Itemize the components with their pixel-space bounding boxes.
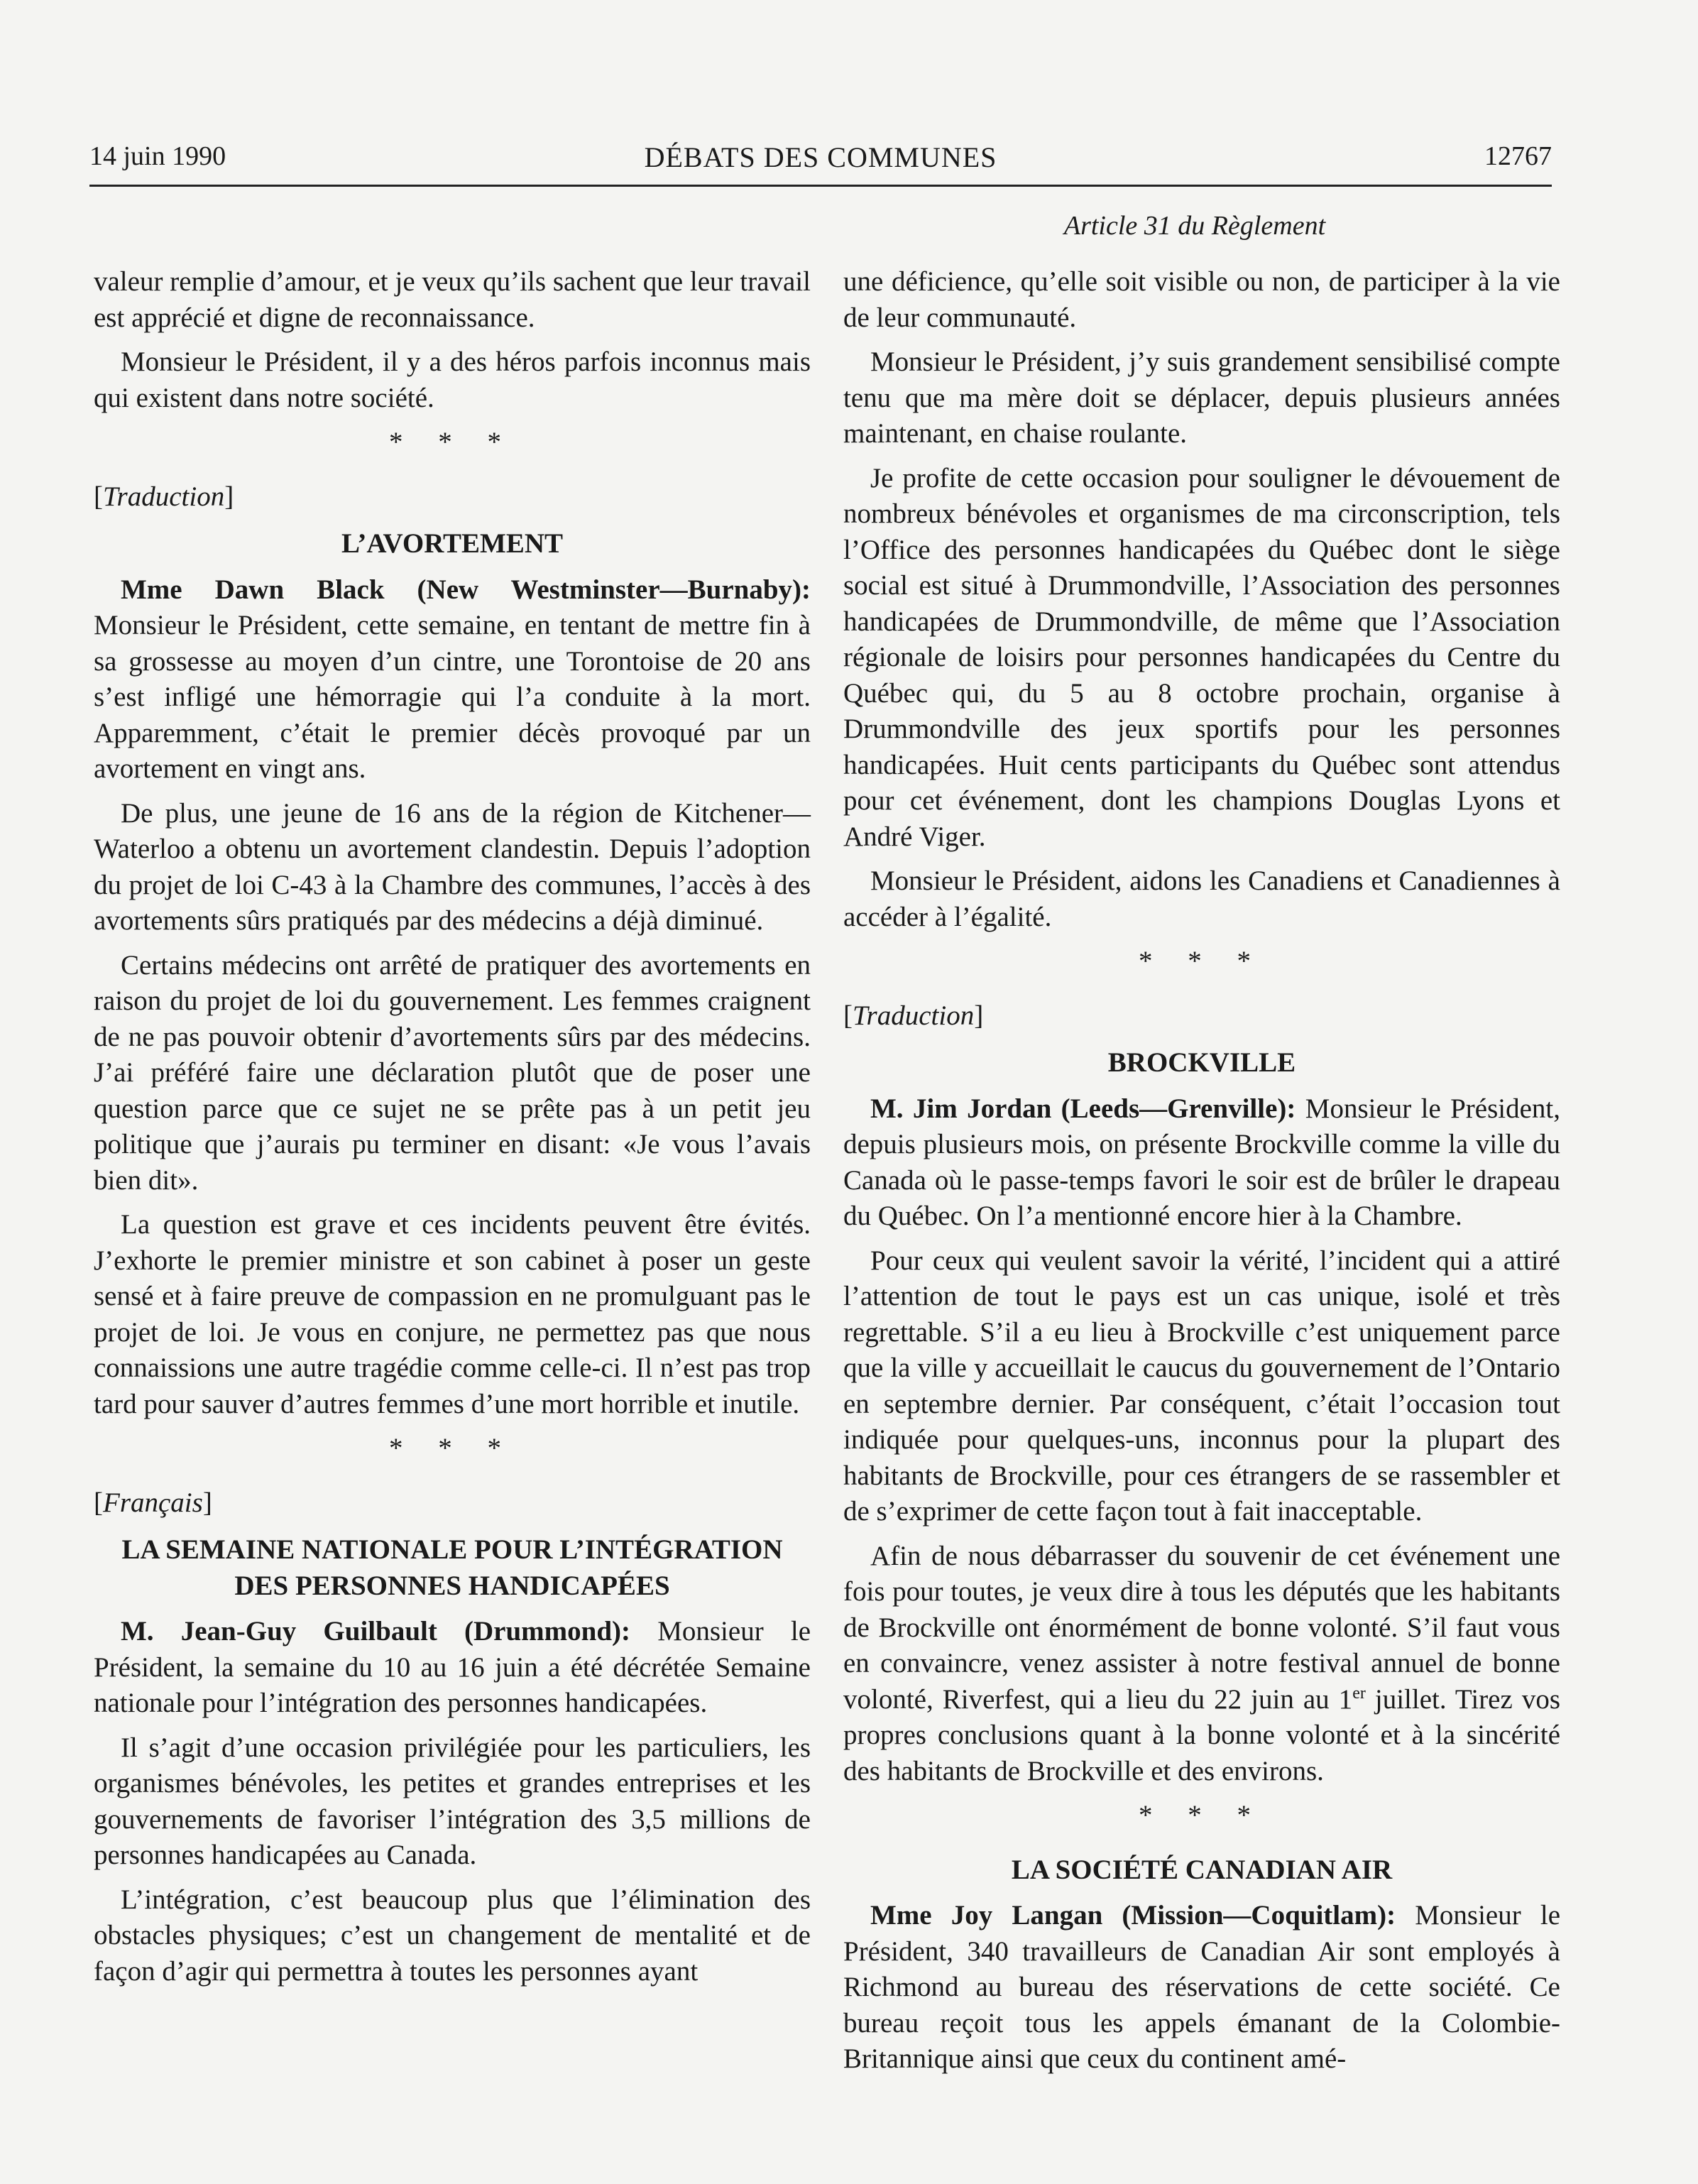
speech-paragraph bbox=[94, 1614, 811, 1722]
translation-note: [Traduction] bbox=[94, 481, 234, 512]
speech-text: Monsieur le Président, la semaine du 10 au 16 juin a été décrétée Semaine nationale pour l’intégration des personnes handicapées. bbox=[94, 1616, 811, 1718]
section-heading: LA SEMAINE NATIONALE POUR L’INTÉGRATION DES PERSONNES HANDICAPÉES bbox=[121, 1534, 783, 1601]
translation-note: [Traduction] bbox=[843, 1000, 984, 1031]
paragraph: Monsieur le Président, j’y suis grandement sensibilisé compte tenu que ma mère doit se déplacer, depuis plusieurs années maintenant, en chaise roulante. bbox=[843, 346, 1560, 449]
paragraph: une déficience, qu’elle soit visible ou non, de participer à la vie de leur communauté. bbox=[843, 266, 1560, 333]
section-heading: BROCKVILLE bbox=[1107, 1047, 1296, 1078]
paragraph: Je profite de cette occasion pour souligner le dévouement de nombreux bénévoles et organismes de ma circonscription, tels l’Office des personnes handicapées du Québec dont le siège social est situé à Drummondville, l’Association des personnes handicapées de Drummondville, de même que l’Association régionale de loisirs pour personnes handicapées du Centre du Québec qui, du 5 au 8 octobre prochain, organise à Drummondville des jeux sportifs pour les personnes handicapées. Huit cents participants du Québec sont attendus pour cet événement, dont les champions Douglas Lyons et André Viger. bbox=[843, 462, 1560, 852]
header-date: 14 juin 1990 bbox=[89, 141, 226, 171]
paragraph: De plus, une jeune de 16 ans de la région de Kitchener—Waterloo a obtenu un avortement clandestin. Depuis l’adoption du projet de loi C-43 à la Chambre des communes, l’accès à des avortements sûrs pratiqués par des médecins a déjà diminué. bbox=[94, 797, 811, 936]
translation-note-text: Traduction bbox=[103, 481, 225, 512]
section-subheader: Article 31 du Règlement bbox=[1063, 211, 1326, 241]
speaker-name: Mme Dawn Black (New Westminster—Burnaby): bbox=[121, 574, 811, 605]
paragraph-text: juillet. Tirez vos propres conclusions quant à la bonne volonté et à la sincérité des habitants de Brockville et des environs. bbox=[843, 1683, 1560, 1786]
paragraph-text: Afin de nous débarrasser du souvenir de cet événement une fois pour toutes, je veux dire à tous les députés que les habitants de Brockville ont énormément de bonne volonté. S’il faut vous en convaincre, venez assister à notre festival annuel de bonne volonté, Riverfest, qui a lieu du 22 juin au 1 bbox=[843, 1540, 1560, 1715]
paragraph: Monsieur le Président, aidons les Canadiens et Canadiennes à accéder à l’égalité. bbox=[843, 866, 1560, 932]
section-separator: * * * bbox=[1139, 1800, 1265, 1830]
paragraph: Il s’agit d’une occasion privilégiée pour les particuliers, les organismes bénévoles, les petites et grandes entreprises et les gouvernements de favoriser l’intégration des 3,5 millions de personnes handicapées au Canada. bbox=[94, 1732, 811, 1870]
speech-paragraph bbox=[94, 572, 811, 787]
speaker-name: Mme Joy Langan (Mission—Coquitlam): bbox=[870, 1900, 1396, 1931]
section-separator: * * * bbox=[389, 1433, 515, 1463]
speaker-name: M. Jean-Guy Guilbault (Drummond): bbox=[121, 1616, 630, 1647]
page-number: 12767 bbox=[1484, 141, 1552, 171]
speech-paragraph bbox=[843, 1091, 1560, 1235]
left-column bbox=[94, 264, 811, 1998]
speech-text: Monsieur le Président, depuis plusieurs mois, on présente Brockville comme la ville du Canada où le passe-temps favori le soir est de brûler le drapeau du Québec. On l’a mentionné encore hier à la Chambre. bbox=[843, 1093, 1561, 1231]
header-title: DÉBATS DES COMMUNES bbox=[644, 141, 997, 173]
speaker-name: M. Jim Jordan (Leeds—Grenville): bbox=[870, 1093, 1296, 1124]
section-separator: * * * bbox=[389, 427, 515, 457]
paragraph: Monsieur le Président, il y a des héros parfois inconnus mais qui existent dans notre société. bbox=[94, 346, 811, 413]
paragraph: L’intégration, c’est beaucoup plus que l’élimination des obstacles physiques; c’est un changement de mentalité et de façon d’agir qui permettra à toutes les personnes ayant bbox=[94, 1884, 811, 1987]
translation-note-text: Traduction bbox=[853, 1000, 975, 1031]
section-heading: LA SOCIÉTÉ CANADIAN AIR bbox=[1011, 1854, 1393, 1885]
paragraph: valeur remplie d’amour, et je veux qu’ils sachent que leur travail est apprécié et digne de reconnaissance. bbox=[94, 266, 811, 333]
section-separator: * * * bbox=[1139, 946, 1265, 976]
superscript: er bbox=[1352, 1683, 1366, 1703]
translation-note-text: Français bbox=[103, 1487, 203, 1518]
section-heading: L’AVORTEMENT bbox=[341, 528, 564, 559]
speech-text: Monsieur le Président, 340 travailleurs de Canadian Air sont employés à Richmond au bureau des réservations de cette société. Ce bureau reçoit tous les appels émanant de la Colombie-Britannique ainsi que ceux du continent amé- bbox=[843, 1900, 1561, 2074]
paragraph: La question est grave et ces incidents peuvent être évités. J’exhorte le premier ministre et son cabinet à poser un geste sensé et à faire preuve de compassion en ne promulguant pas le projet de loi. Je vous en conjure, ne permettez pas que nous connaissions une autre tragédie comme celle-ci. Il n’est pas trop tard pour sauver d’autres femmes d’une mort horrible et inutile. bbox=[94, 1209, 811, 1419]
paragraph: Certains médecins ont arrêté de pratiquer des avortements en raison du projet de loi du gouvernement. Les femmes craignent de ne pas pouvoir obtenir d’avortements sûrs par des médecins. J’ai préféré faire une déclaration plutôt que de poser une question parce que ce sujet ne se prête pas à un petit jeu politique que j’aurais pu terminer en disant: «Je vous l’avais bien dit». bbox=[94, 949, 811, 1196]
speech-paragraph bbox=[843, 1898, 1560, 2077]
right-column bbox=[843, 264, 1560, 2086]
translation-note: [Français] bbox=[94, 1487, 212, 1518]
paragraph bbox=[843, 1539, 1560, 1790]
paragraph: Pour ceux qui veulent savoir la vérité, l’incident qui a attiré l’attention de tout le pays est un cas unique, isolé et très regrettable. S’il a eu lieu à Brockville c’est uniquement parce que la ville y accueillait le caucus du gouvernement de l’Ontario en septembre dernier. Par conséquent, c’était l’occasion tout indiquée pour quelques-uns, inconnus pour la plupart des habitants de Brockville, pour ces étrangers de se rassembler et de s’exprimer de cette façon tout à fait inacceptable. bbox=[843, 1245, 1560, 1527]
speech-text: Monsieur le Président, cette semaine, en tentant de mettre fin à sa grossesse au moyen d’un cintre, une Torontoise de 20 ans s’est infligé une hémorragie qui l’a conduite à la mort. Apparemment, c’était le premier décès provoqué par un avortement en vingt ans. bbox=[94, 610, 811, 784]
running-header bbox=[89, 135, 1552, 187]
